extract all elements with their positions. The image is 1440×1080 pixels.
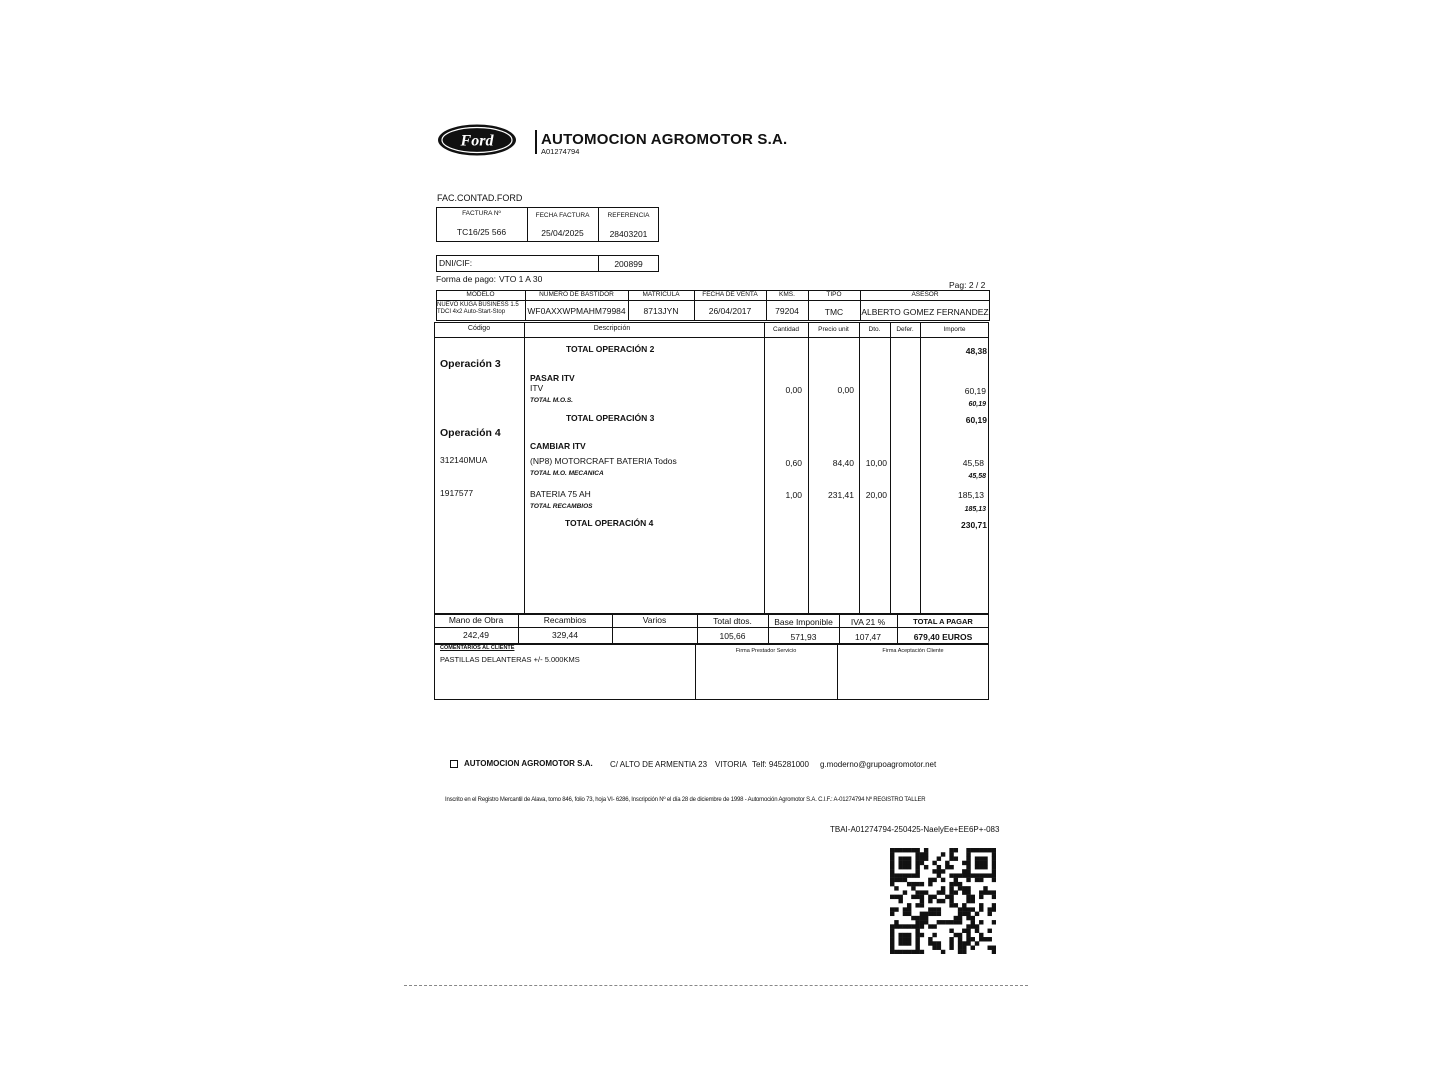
total-mo-label: TOTAL M.O. MECANICA xyxy=(530,470,604,477)
ih-codigo: Código xyxy=(467,325,491,332)
ih-cantidad: Cantidad xyxy=(772,326,800,333)
total-op2-label: TOTAL OPERACIÓN 2 xyxy=(566,344,655,354)
firma-cliente: Firma Aceptación Cliente xyxy=(882,648,944,654)
total-op4-value: 230,71 xyxy=(961,520,987,530)
op3-title: Operación 3 xyxy=(440,358,501,370)
payment-value: VTO 1 A 30 xyxy=(499,274,543,284)
comments-label: COMENTARIOS AL CLIENTE xyxy=(440,645,515,651)
item2-dto: 20,00 xyxy=(865,490,887,500)
items-table xyxy=(434,322,989,614)
footer-registry: Inscrito en el Registro Mercantil de Alava, tomo 846, folio 73, hoja VI- 6286, Inscripción Nº el día 28 de diciembre de 1998 - Automoción Agromotor S.A. C.I.F.: A-01274794 Nº REGISTRO TALLER xyxy=(445,797,926,803)
cambiar-itv: CAMBIAR ITV xyxy=(530,441,586,451)
total-mos-value: 60,19 xyxy=(968,401,986,408)
payment-label: Forma de pago: xyxy=(436,274,497,284)
item1-precio: 84,40 xyxy=(832,458,854,468)
ford-logo-text: Ford xyxy=(460,132,494,150)
total-dtos-value: 105,66 xyxy=(719,631,746,641)
footer-city: VITORIA xyxy=(715,760,747,769)
total-mos-label: TOTAL M.O.S. xyxy=(530,397,573,404)
item2-code: 1917577 xyxy=(440,488,474,498)
vehicle-matricula: 8713JYN xyxy=(643,306,679,316)
total-op2-value: 48,38 xyxy=(965,346,987,356)
itv-cantidad: 0,00 xyxy=(785,385,802,395)
ih-precio: Precio unit xyxy=(818,326,849,333)
item2-desc: BATERIA 75 AH xyxy=(530,489,591,499)
item1-code: 312140MUA xyxy=(440,455,488,465)
dni-value: 200899 xyxy=(614,259,643,269)
mano-obra-value: 242,49 xyxy=(463,630,489,640)
vh-asesor: ASESOR xyxy=(911,291,939,298)
vh-kms: KMS. xyxy=(779,291,795,298)
vehicle-kms: 79204 xyxy=(775,306,799,316)
item1-importe: 45,58 xyxy=(962,458,984,468)
factura-label: FACTURA Nº xyxy=(462,210,501,217)
base-value: 571,93 xyxy=(790,632,817,642)
vh-matricula: MATRÍCULA xyxy=(642,291,680,298)
item1-cantidad: 0,60 xyxy=(785,458,802,468)
ih-importe: Importe xyxy=(943,326,966,333)
footer-email: g.moderno@grupoagromotor.net xyxy=(820,760,937,769)
total-op3-label: TOTAL OPERACIÓN 3 xyxy=(566,413,655,423)
footer-phone: Telf: 945281000 xyxy=(752,760,809,769)
footer-address: C/ ALTO DE ARMENTIA 23 xyxy=(610,760,708,769)
item1-dto: 10,00 xyxy=(865,458,887,468)
item2-precio: 231,41 xyxy=(828,490,854,500)
company-name: AUTOMOCION AGROMOTOR S.A. xyxy=(541,131,788,148)
total-dtos-label: Total dtos. xyxy=(713,616,752,626)
base-label: Base Imponible xyxy=(774,617,833,627)
op4-title: Operación 4 xyxy=(440,427,501,439)
vh-tipo: TIPO xyxy=(826,291,842,298)
footer-checkbox-icon xyxy=(450,760,458,768)
ih-defer: Defer. xyxy=(896,326,914,333)
dni-label: DNI/CIF: xyxy=(439,258,473,268)
doc-label: FAC.CONTAD.FORD xyxy=(437,193,523,203)
vehicle-modelo: NUEVO KUGA BUSINESS 1.5 TDCI 4x2 Auto-Start-Stop xyxy=(437,302,519,315)
pasar-itv: PASAR ITV xyxy=(530,373,575,383)
total-rec-value: 185,13 xyxy=(964,506,986,513)
vh-fecha-venta: FECHA DE VENTA xyxy=(702,291,758,298)
recambios-label: Recambios xyxy=(543,615,587,625)
referencia-label: REFERENCIA xyxy=(607,212,650,219)
total-mo-value: 45,58 xyxy=(968,473,986,480)
page-bottom-edge xyxy=(404,985,1028,986)
referencia-value: 28403201 xyxy=(609,229,648,239)
recambios-value: 329,44 xyxy=(552,630,578,640)
vehicle-bastidor: WF0AXXWPMAHM79984 xyxy=(527,306,626,316)
item2-importe: 185,13 xyxy=(958,490,984,500)
pagar-label: TOTAL A PAGAR xyxy=(913,617,973,626)
vh-bastidor: NÚMERO DE BASTIDOR xyxy=(539,291,614,298)
total-rec-label: TOTAL RECAMBIOS xyxy=(530,503,593,510)
item2-cantidad: 1,00 xyxy=(785,490,802,500)
vehicle-tipo: TMC xyxy=(824,307,844,317)
vehicle-asesor: ALBERTO GOMEZ FERNANDEZ xyxy=(861,307,989,317)
factura-value: TC16/25 566 xyxy=(456,227,507,237)
varios-label: Varios xyxy=(642,615,667,625)
total-op3-value: 60,19 xyxy=(965,415,987,425)
vh-modelo: MODELO xyxy=(466,291,495,298)
itv-importe: 60,19 xyxy=(964,386,986,396)
itv-precio: 0,00 xyxy=(837,385,854,395)
mano-obra-label: Mano de Obra xyxy=(448,615,504,625)
footer-company: AUTOMOCION AGROMOTOR S.A. xyxy=(464,759,593,768)
fecha-label: FECHA FACTURA xyxy=(535,212,590,219)
firma-prestador: Firma Prestador Servicio xyxy=(735,648,797,654)
ih-descripcion: Descripción xyxy=(593,325,631,332)
ih-dto: Dto. xyxy=(868,326,881,333)
fecha-value: 25/04/2025 xyxy=(541,228,584,238)
iva-value: 107,47 xyxy=(855,632,881,642)
itv-desc: ITV xyxy=(530,383,544,393)
pagar-value: 679,40 EUROS xyxy=(913,632,973,642)
ford-logo xyxy=(437,123,519,157)
page-number: Pag: 2 / 2 xyxy=(949,280,986,290)
company-code: A01274794 xyxy=(541,147,580,156)
iva-label: IVA 21 % xyxy=(850,617,886,627)
qr-code-icon xyxy=(890,848,996,954)
tbai-code: TBAI-A01274794-250425-NaelyEe+EE6P+-083 xyxy=(830,825,1000,834)
item1-desc: (NP8) MOTORCRAFT BATERIA Todos xyxy=(530,456,677,466)
total-op4-label: TOTAL OPERACIÓN 4 xyxy=(565,518,654,528)
vehicle-fecha-venta: 26/04/2017 xyxy=(708,306,752,316)
comments-text: PASTILLAS DELANTERAS +/- 5.000KMS xyxy=(440,655,580,664)
logo-divider xyxy=(535,130,537,154)
